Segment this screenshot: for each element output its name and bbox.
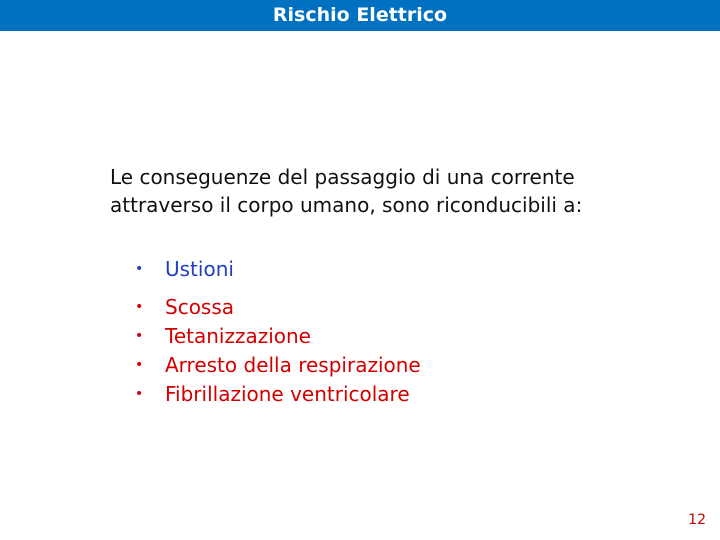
intro-text: Le conseguenze del passaggio di una corrente attraverso il corpo umano, sono riconducibili a: — [110, 165, 583, 217]
bullet-icon: • — [135, 299, 144, 315]
list-item — [135, 255, 615, 284]
bullet-list-red — [135, 293, 615, 409]
slide-title: Rischio Elettrico — [272, 4, 448, 26]
bullet-list-blue — [135, 255, 615, 284]
bullet-icon: • — [135, 328, 144, 344]
page-number: 12 — [688, 512, 706, 528]
list-item — [135, 293, 615, 322]
bullet-icon: • — [135, 357, 144, 373]
list-item-label: Ustioni — [165, 257, 234, 281]
list-item-label: Scossa — [165, 295, 235, 319]
list-item-label: Arresto della respirazione — [165, 353, 421, 377]
list-item — [135, 380, 615, 409]
list-item — [135, 322, 615, 351]
list-item — [135, 351, 615, 380]
bullet-icon: • — [135, 261, 144, 277]
list-item-label: Tetanizzazione — [165, 324, 311, 348]
list-item-label: Fibrillazione ventricolare — [165, 382, 410, 406]
bullet-icon: • — [135, 386, 144, 402]
